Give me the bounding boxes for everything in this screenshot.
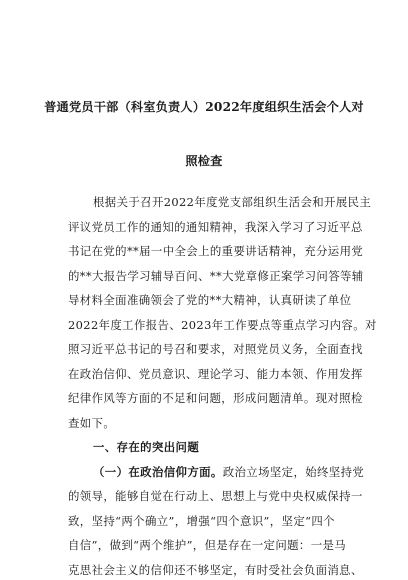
intro-line: 纪律作风等方面的不足和问题，形成问题清单。现对照检 — [68, 391, 363, 405]
intro-line: 在政治信仰、党员意识、理论学习、能力本领、作用发挥 — [68, 367, 363, 381]
intro-line: 导材料全面准确领会了党的**大精神，认真研读了单位 — [68, 293, 352, 307]
subsection-first-line — [93, 464, 364, 480]
subsection-heading: （一）在政治信仰方面。 — [93, 465, 223, 479]
subsection-line: 自信”，做到“两个维护”，但是存在一定问题：一是马 — [68, 538, 347, 552]
intro-line: 2022年度工作报告、2023年工作要点等重点学习内容。对 — [68, 318, 377, 332]
intro-line: 的**大报告学习辅导百问、**大党章修正案学习问答等辅 — [68, 269, 364, 283]
subsection-line: 的领导，能够自觉在行动上、思想上与党中央权威保持一 — [68, 489, 363, 503]
section-heading: 一、存在的突出问题 — [93, 440, 200, 454]
intro-line: 照习近平总书记的号召和要求，对照党员义务，全面查找 — [68, 342, 363, 356]
intro-line: 书记在党的**届一中全会上的重要讲话精神，充分运用党 — [68, 244, 364, 258]
document-title-line-1: 普通党员干部（科室负责人）2022年度组织生活会个人对 — [44, 100, 364, 114]
subsection-line: 克思社会主义的信仰还不够坚定，有时受社会负面消息、 — [68, 563, 363, 577]
subsection-first-line-text: 政治立场坚定，始终坚持党 — [222, 465, 365, 479]
intro-line: 查如下。 — [68, 416, 116, 430]
subsection-line: 致，坚持“两个确立”，增强“四个意识”，坚定“四个 — [68, 514, 335, 528]
intro-line: 评议党员工作的通知的通知精神，我深入学习了习近平总 — [68, 220, 363, 234]
intro-line: 根据关于召开2022年度党支部组织生活会和开展民主 — [93, 195, 372, 209]
document-title-line-2: 照检查 — [185, 154, 223, 168]
